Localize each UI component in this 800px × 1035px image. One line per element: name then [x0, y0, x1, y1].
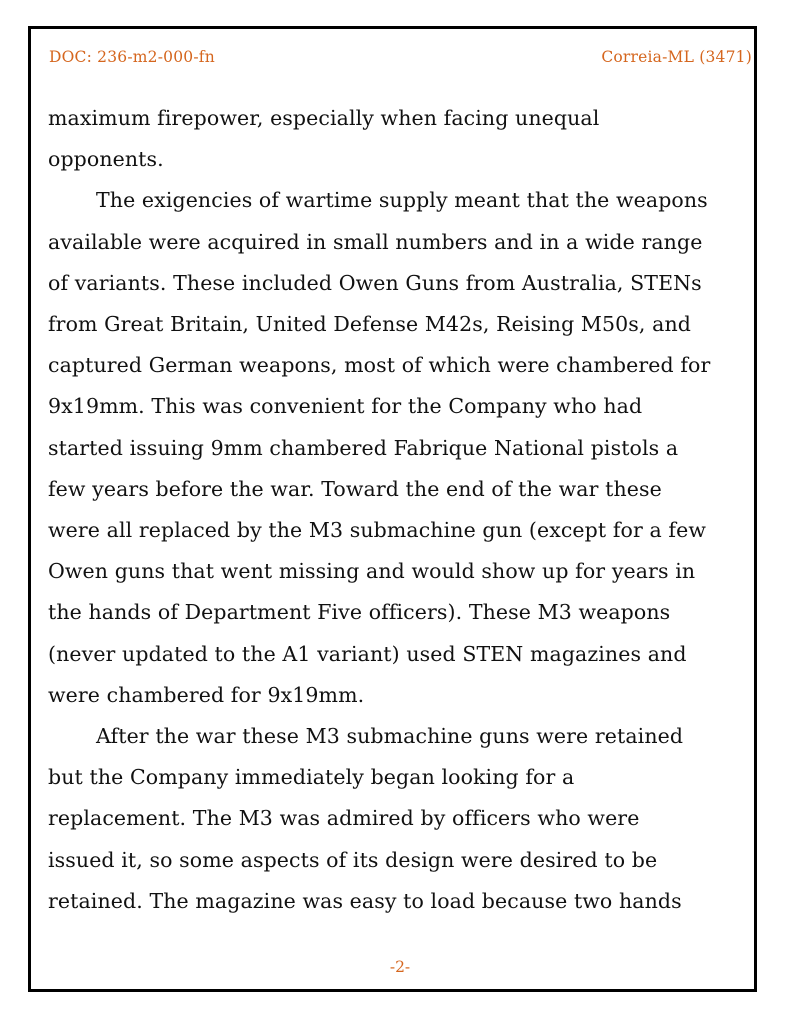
author-reference: Correia-ML (3471) [601, 48, 752, 66]
text-line: The exigencies of wartime supply meant that the weapons [96, 188, 708, 213]
page-number: -2- [389, 958, 411, 976]
text-line: the hands of Department Five officers). These M3 weapons [48, 600, 671, 625]
text-line: few years before the war. Toward the end of the war these [48, 476, 662, 501]
body-text [48, 98, 752, 922]
text-line: but the Company immediately began looking for a [48, 765, 575, 790]
text-line: of variants. These included Owen Guns from Australia, STENs [48, 270, 702, 295]
text-line: captured German weapons, most of which were chambered for [48, 353, 711, 378]
text-line: replacement. The M3 was admired by officers who were [48, 806, 640, 831]
text-line: 9x19mm. This was convenient for the Company who had [48, 394, 643, 419]
text-line: started issuing 9mm chambered Fabrique National pistols a [48, 435, 679, 460]
text-line: maximum firepower, especially when facing unequal [48, 106, 600, 130]
text-line: Owen guns that went missing and would show up for years in [48, 559, 696, 584]
text-line: were chambered for 9x19mm. [48, 682, 365, 707]
text-line: available were acquired in small numbers and in a wide range [48, 229, 703, 254]
text-line: After the war these M3 submachine guns were retained [96, 724, 684, 749]
text-line: were all replaced by the M3 submachine gun (except for a few [48, 518, 706, 543]
text-line: (never updated to the A1 variant) used STEN magazines and [48, 641, 687, 666]
text-line: issued it, so some aspects of its design were desired to be [48, 847, 658, 872]
text-line: opponents. [48, 147, 164, 172]
text-line: retained. The magazine was easy to load because two hands [48, 888, 682, 913]
text-line: from Great Britain, United Defense M42s, Reising M50s, and [48, 312, 691, 337]
document-id: DOC: 236-m2-000-fn [49, 48, 215, 66]
